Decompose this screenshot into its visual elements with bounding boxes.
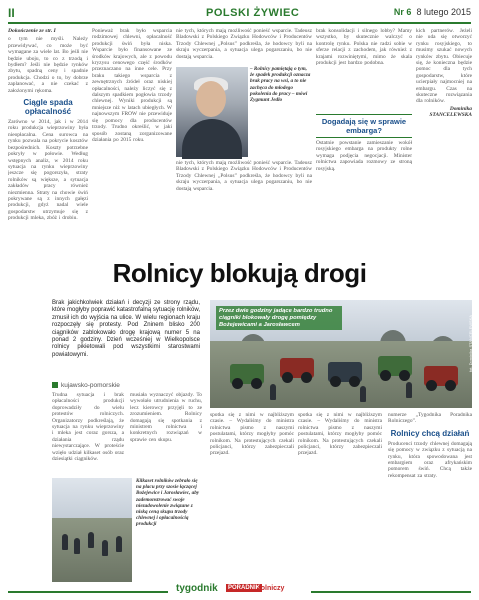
pull-quote: – Rolnicy pamiętają o tym, że spadek produkcji oznacza brak pracy na wsi, a to nie zachęca do młodego pokolenia do pracy – mówi Zygmunt Jedlo <box>250 66 311 104</box>
article-intro: Brak jakichkolwiek działań i decyzji ze strony rządu, które mogłyby poprawić katastrofalną sytuację rolników, zmusił ich do wyjścia na ulice. W wielu regionach kraju rozpoczęły się protesty. Pod Zninem blisko 200 ciągników zablokowało drogę krajową numer 5 na ponad 2 godziny. Dzień wcześniej w Wielkopolsce rolnicy pikietowali pod wszystkimi starostwami powiatowymi. <box>52 300 200 358</box>
issue-prefix: Nr <box>393 7 404 17</box>
column-text: nie tych, których mają możliwość ponieść wsparcie. Tadeusz Bladowski z Polskiego Związku Hodowców i Producentów Trzody Chlewnej „Polsus” podkreśla, że hodowcy byli na skraju wyczerpania, a sytuacja ulega pogarszaniu, bo nie dostają wsparcia. <box>176 160 312 192</box>
top-article-column-4 <box>316 28 412 112</box>
header-divider <box>8 22 471 24</box>
column-text: Ponieważ brak było wsparcia rodzimowej chlewni, opłacalność produkcji świń była niska. Wsparcie było finansowane ze środków krajowych, ale z powodu kryzysu cenowego część środków przeznaczano na inne cele. Przy braku takiego wsparcia z zewnętrznych źródeł oraz niskiej opłacalności, należy liczyć się z dalszym spadkiem pogłowia trzody chlewnej. Wyniki produkcji są mniejsze niż w latach ubiegłych. W najnowszym FROW nie przewiduje się pomocy dla producentów trzody. Trudno określić, w jaki sposób zostaną zorganizowane działania po 2015 roku. <box>92 28 172 143</box>
author-signature: Dominika STANCELEWSKA <box>429 105 472 119</box>
footer-badge: PORADNIK <box>228 585 261 591</box>
subheading-embargo: Dogadają się w sprawie embarga? <box>321 117 407 135</box>
column-text: nie tych, których mają możliwość ponieść wsparcie. Tadeusz Bladowski z Polskiego Związku Hodowców i Producentów Trzody Chlewnej „Polsus” podkreśla, że hodowcy byli na skraju wyczerpania, a sytuacja ulega pogarszaniu, bo nie dostają wsparcia. <box>176 28 312 60</box>
top-article-column-1 <box>8 28 88 252</box>
page-footer <box>0 583 479 595</box>
column-text: spotka się z nimi w najbliższym czasie. – Wydaliśmy do ministra rolnictwa pismo z naszymi postulatami, którzy mogłyby pomóc rolnikom. Na protestujących czekali policjanci, którzy zabezpieczali przejazd. <box>210 412 294 457</box>
column-text: numerze „Tygodnika Poradnika Rolniczego”. <box>388 412 472 425</box>
column-text: Zarówno w 2014, jak i w 2014 roku produkcja wieprzowiny była nieopłacalna. Cena surowca na rynku pozwala na pokrycie kosztów bezpośrednich. Koszty potrzebne pokryły w połowie. Według wstępnych analiz, w 2014 roku sytuacja na rynku wieprzowiny jeszcze się pogorszyła, straty rolników są większe, a sytuacja zakładów pracy również niezmienna. Straty na chowie świń pokrywane są z innych gałęzi produkcji, gdyż nadal wiele gospodarstw utrzymuje się z produkcji mleka, zbóż i drobiu. <box>8 119 88 222</box>
footer-logo: tygodnik <box>176 583 218 594</box>
top-article-column-2 <box>92 28 172 252</box>
main-article-column-4 <box>388 412 472 580</box>
top-article-column-5 <box>416 28 472 252</box>
portrait-photo <box>176 67 248 157</box>
region-tag <box>52 382 120 389</box>
top-article-column-4b <box>316 140 412 252</box>
top-article-column-3b <box>176 160 312 252</box>
square-icon <box>52 382 58 388</box>
page-number: II <box>8 6 15 20</box>
subheading-profitability: Ciągle spada opłacalność <box>23 98 73 117</box>
footer-site: rolniczy <box>258 585 285 592</box>
column-text: Trudna sytuacja i brak opłacalności produkcji doprowadziły do wielu protestów rolniczych. Organizatorzy podkreślają, że sytuacja na rynku wieprzowiny i mleka jest coraz gorsza, a działania rządu niewystarczające. W proteście wzięło udział kilkaset osób oraz dziesiątki ciągników. <box>52 392 124 463</box>
column-text: Producenci trzody chlewnej domagają się pomocy w związku z sytuacją na rynku, która spowodowana jest embargiem oraz afrykańskim pomorem świń. Chcą także rekompensat za straty. <box>388 440 472 479</box>
main-article-column-3 <box>210 412 294 580</box>
issue-info <box>394 7 471 17</box>
region-label: kujawsko-pomorskie <box>61 382 120 389</box>
section-title: POLSKI ŻYWIEC <box>206 7 300 19</box>
column-text: Ostatnie powstanie zamieszanie wokół rosyjskiego embarga na produkty rolne wymaga podjęcia negocjacji. Minister rolnictwa zapowiada rozmowy ze stroną rosyjską. <box>316 140 412 172</box>
column-text: spotka się z nimi w najbliższym czasie. – Wydaliśmy do ministra rolnictwa pismo z naszymi postulatami, którzy mogłyby pomóc rolnikom. Na protestujących czekali policjanci, którzy zabezpieczali przejazd. <box>298 412 382 457</box>
column-text: kich partnerów. Jeżeli nie uda się otworzyć rynku rosyjskiego, to musimy szukać nowych rynków zbytu. Obiecuje się, że konieczna będzie pomoc dla tych gospodarstw, które ucierpiały najmocniej na embargu. Czas na skuteczne rozwiązania dla rolników. <box>416 28 472 105</box>
photo-credit: fot. Dominika STANCELEWSKA <box>468 314 473 372</box>
main-article-column-3b <box>298 412 382 580</box>
embargo-box <box>316 114 412 138</box>
issue-number: 6 <box>406 7 412 17</box>
page-header <box>8 6 471 22</box>
rally-photo-caption: Kilkaset rolników zebrało się na placu przy szosie łączącej Bożejewice i Jarosławiec, aby zademonstrować swoje niezadowolenie związane z niską ceną skupu trzody chlewnej i opłacalnością produkcji <box>136 478 200 528</box>
main-article-column-1 <box>52 392 124 476</box>
top-article-column-3 <box>176 28 312 64</box>
column-text: brak konsolidacji i silnego lobby? Mamy wszystko, by skutecznie walczyć o kontrolę rynku. Polska nie radzi sobie w sferze relacji z zachodem, jak również z krajami rozwiniętymi, mimo że skala produkcji jest bardzo podobna. <box>316 28 412 67</box>
continuation-note: Dokończenie ze str. I <box>8 28 56 34</box>
subheading-actions: Rolnicy chcą działań <box>390 428 470 438</box>
column-text: musiała wyznaczyć objazdy. To wywołało utrudnienia w ruchu, lecz kierowcy przyjęli to ze zrozumieniem. Rolnicy domagają się spotkania z ministrem rolnictwa i konkretnych rozwiązań w sprawie cen skupu. <box>130 392 202 443</box>
main-article-column-2 <box>130 392 202 476</box>
issue-date: 8 lutego 2015 <box>416 7 471 17</box>
rally-photo <box>52 478 132 582</box>
column-text: o tym nie myśli. Należy przewidywać, co może być wymagane za wiele lat. Bo jeśli nie będzie uboju, to co z trzodą i bydłem? Jeśli nie będzie rynków zbytu, spadną ceny i spadnie produkcja. Chodzi o to, by dobrze zaplanować, a nie czekać z założonymi rękoma. <box>8 36 88 94</box>
protest-photo-caption: Przez dwie godziny jadące bardzo trudno ciągniki blokowały drogę pomiędzy Bożejewicami a Jarosławcem <box>216 306 342 330</box>
article-headline: Rolnicy blokują drogi <box>112 258 367 288</box>
